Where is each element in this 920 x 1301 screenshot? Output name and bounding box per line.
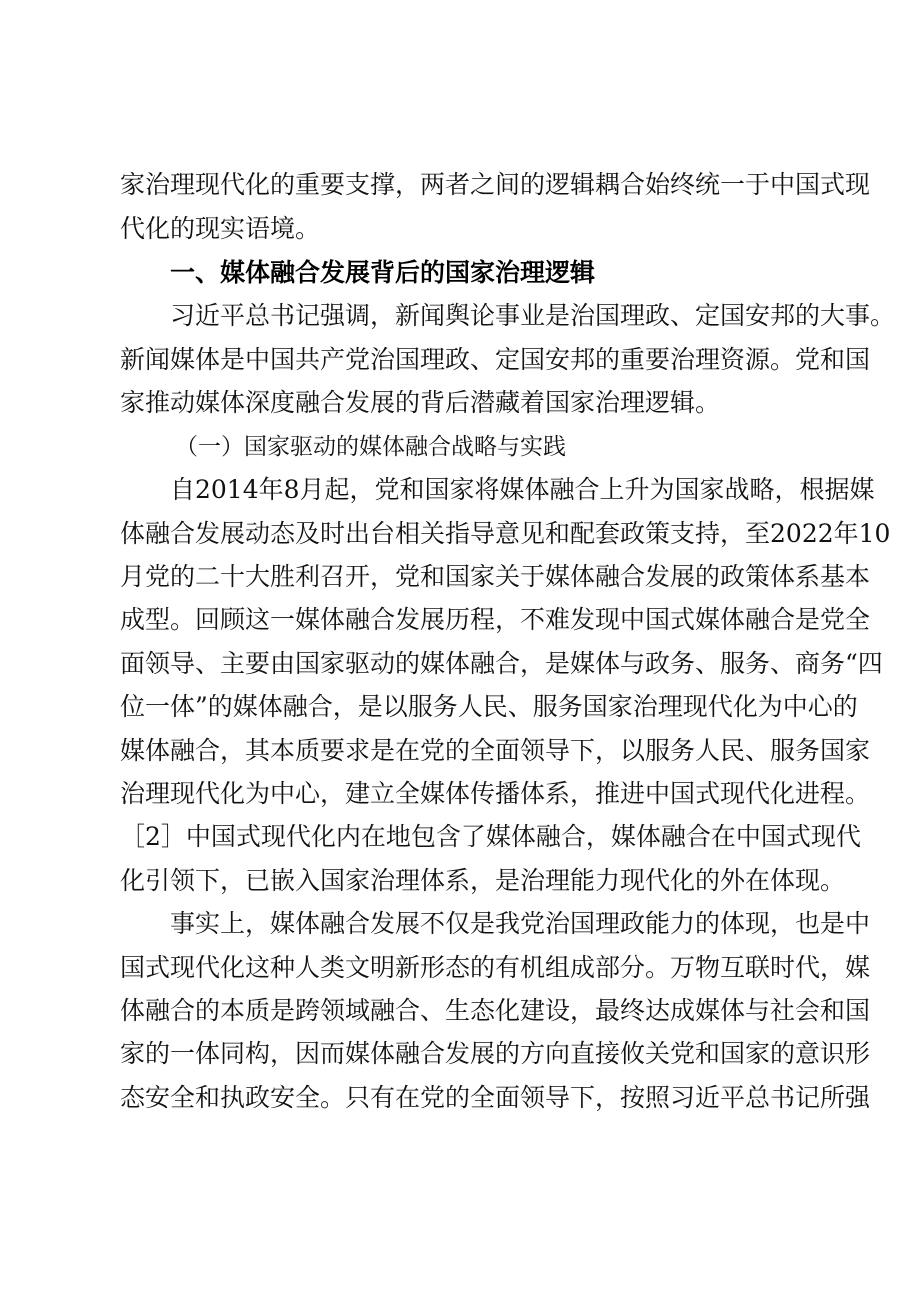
body-line: 媒体融合，其本质要求是在党的全面领导下，以服务人民、服务国家	[120, 736, 871, 765]
body-line: 代化的现实语境。	[120, 214, 321, 243]
body-line: 自2014年8月起，党和国家将媒体融合上升为国家战略，根据媒	[170, 475, 875, 504]
body-line: 化引领下，已嵌入国家治理体系，是治理能力现代化的外在体现。	[120, 866, 846, 895]
body-line: 治理现代化为中心，建立全媒体传播体系，推进中国式现代化进程。	[120, 779, 871, 808]
body-line: 体融合发展动态及时出台相关指导意见和配套政策支持，至2022年10	[120, 519, 891, 548]
body-line: 成型。回顾这一媒体融合发展历程，不难发现中国式媒体融合是党全	[120, 605, 871, 634]
body-line: 位一体”的媒体融合，是以服务人民、服务国家治理现代化为中心的	[120, 692, 858, 721]
body-line: 态安全和执政安全。只有在党的全面领导下，按照习近平总书记所强	[120, 1083, 871, 1112]
body-line: 国式现代化这种人类文明新形态的有机组成部分。万物互联时代，媒	[120, 953, 871, 982]
body-line: 新闻媒体是中国共产党治国理政、定国安邦的重要治理资源。党和国	[120, 345, 871, 374]
subsection-heading: （一）国家驱动的媒体融合战略与实践	[175, 434, 566, 460]
body-line: 月党的二十大胜利召开，党和国家关于媒体融合发展的政策体系基本	[120, 562, 871, 591]
body-line: 家的一体同构，因而媒体融合发展的方向直接攸关党和国家的意识形	[120, 1039, 871, 1068]
body-line: ［2］中国式现代化内在地包含了媒体融合，媒体融合在中国式现代	[120, 822, 861, 851]
section-heading: 一、媒体融合发展背后的国家治理逻辑	[170, 258, 596, 287]
body-line: 家治理现代化的重要支撑，两者之间的逻辑耦合始终统一于中国式现	[120, 170, 871, 199]
body-line: 体融合的本质是跨领域融合、生态化建设，最终达成媒体与社会和国	[120, 996, 871, 1025]
body-line: 习近平总书记强调，新闻舆论事业是治国理政、定国安邦的大事。	[170, 301, 896, 330]
body-line: 家推动媒体深度融合发展的背后潜藏着国家治理逻辑。	[120, 388, 721, 417]
body-line: 面领导、主要由国家驱动的媒体融合，是媒体与政务、服务、商务“四	[120, 649, 883, 678]
body-line: 事实上，媒体融合发展不仅是我党治国理政能力的体现，也是中	[170, 909, 871, 938]
